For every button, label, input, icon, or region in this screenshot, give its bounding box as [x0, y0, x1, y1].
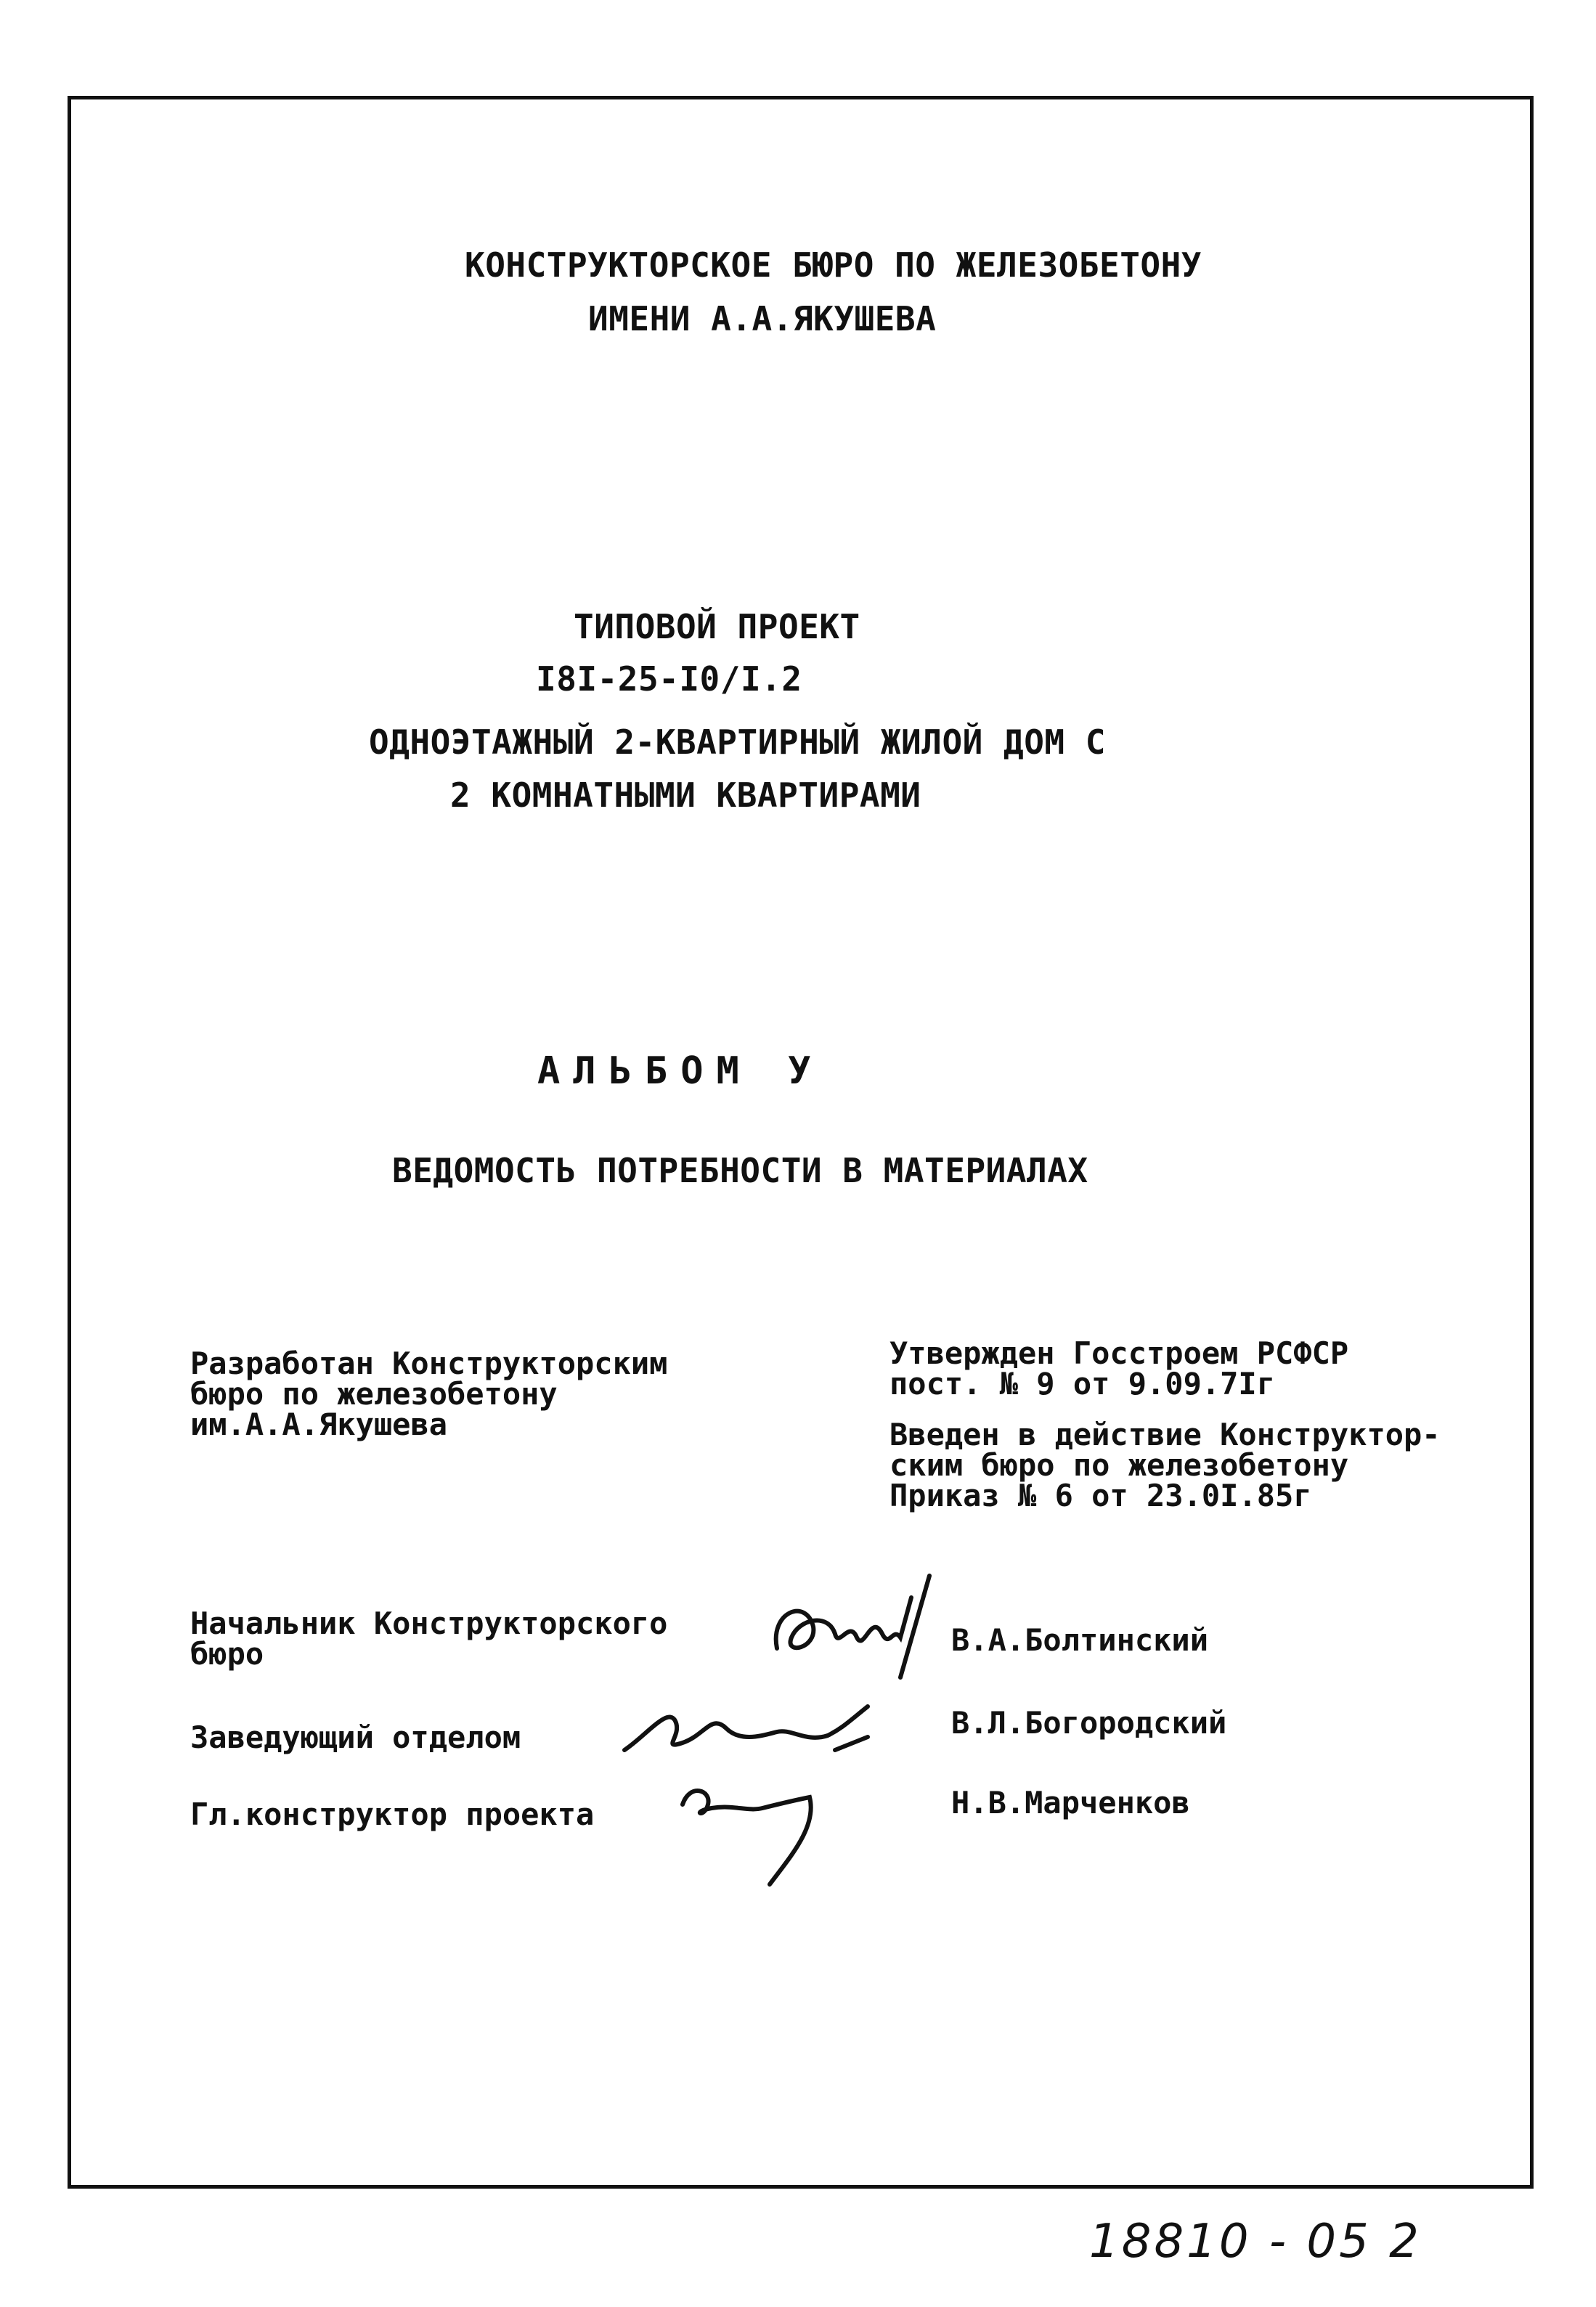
signatory-role-1-line-2: бюро [190, 1636, 264, 1672]
approved-line-3: Введен в действие Конструктор- [889, 1417, 1441, 1452]
handwritten-archive-number: 18810 - 05 2 [1089, 2215, 1422, 2269]
project-description-2: 2 КОМНАТНЫМИ КВАРТИРАМИ [450, 776, 921, 815]
header-line-1: КОНСТРУКТОРСКОЕ БЮРО ПО ЖЕЛЕЗОБЕТОНУ [465, 245, 1202, 285]
album-title: АЛЬБОМ У [537, 1049, 824, 1093]
signatory-name-1: В.А.Болтинский [951, 1622, 1209, 1658]
signatory-role-2: Заведующий отделом [190, 1720, 521, 1755]
signatory-name-2: В.Л.Богородский [951, 1705, 1227, 1741]
signatory-role-3: Гл.конструктор проекта [190, 1797, 595, 1832]
developed-line-2: бюро по железобетону [190, 1376, 558, 1412]
signature-1-scribble [755, 1568, 944, 1685]
header-line-2: ИМЕНИ А.А.ЯКУШЕВА [588, 299, 937, 338]
developed-line-1: Разработан Конструкторским [190, 1346, 668, 1381]
developed-line-3: им.А.А.Якушева [190, 1407, 448, 1442]
approved-line-5: Приказ № 6 от 23.0I.85г [889, 1478, 1312, 1513]
signature-3-scribble [668, 1768, 835, 1892]
signature-2-scribble [617, 1692, 879, 1772]
project-description-1: ОДНОЭТАЖНЫЙ 2-КВАРТИРНЫЙ ЖИЛОЙ ДОМ С [369, 723, 1106, 762]
approved-line-2: пост. № 9 от 9.09.7Iг [889, 1366, 1276, 1401]
approved-line-1: Утвержден Госстроем РСФСР [889, 1335, 1349, 1371]
signatory-role-1: Начальник Конструкторского [190, 1606, 668, 1641]
approved-line-4: ским бюро по железобетону [889, 1447, 1349, 1483]
project-number: I8I-25-I0/I.2 [536, 659, 802, 699]
signatory-name-3: Н.В.Марченков [951, 1785, 1190, 1820]
project-type: ТИПОВОЙ ПРОЕКТ [574, 607, 860, 646]
album-subtitle: ВЕДОМОСТЬ ПОТРЕБНОСТИ В МАТЕРИАЛАХ [392, 1151, 1088, 1190]
